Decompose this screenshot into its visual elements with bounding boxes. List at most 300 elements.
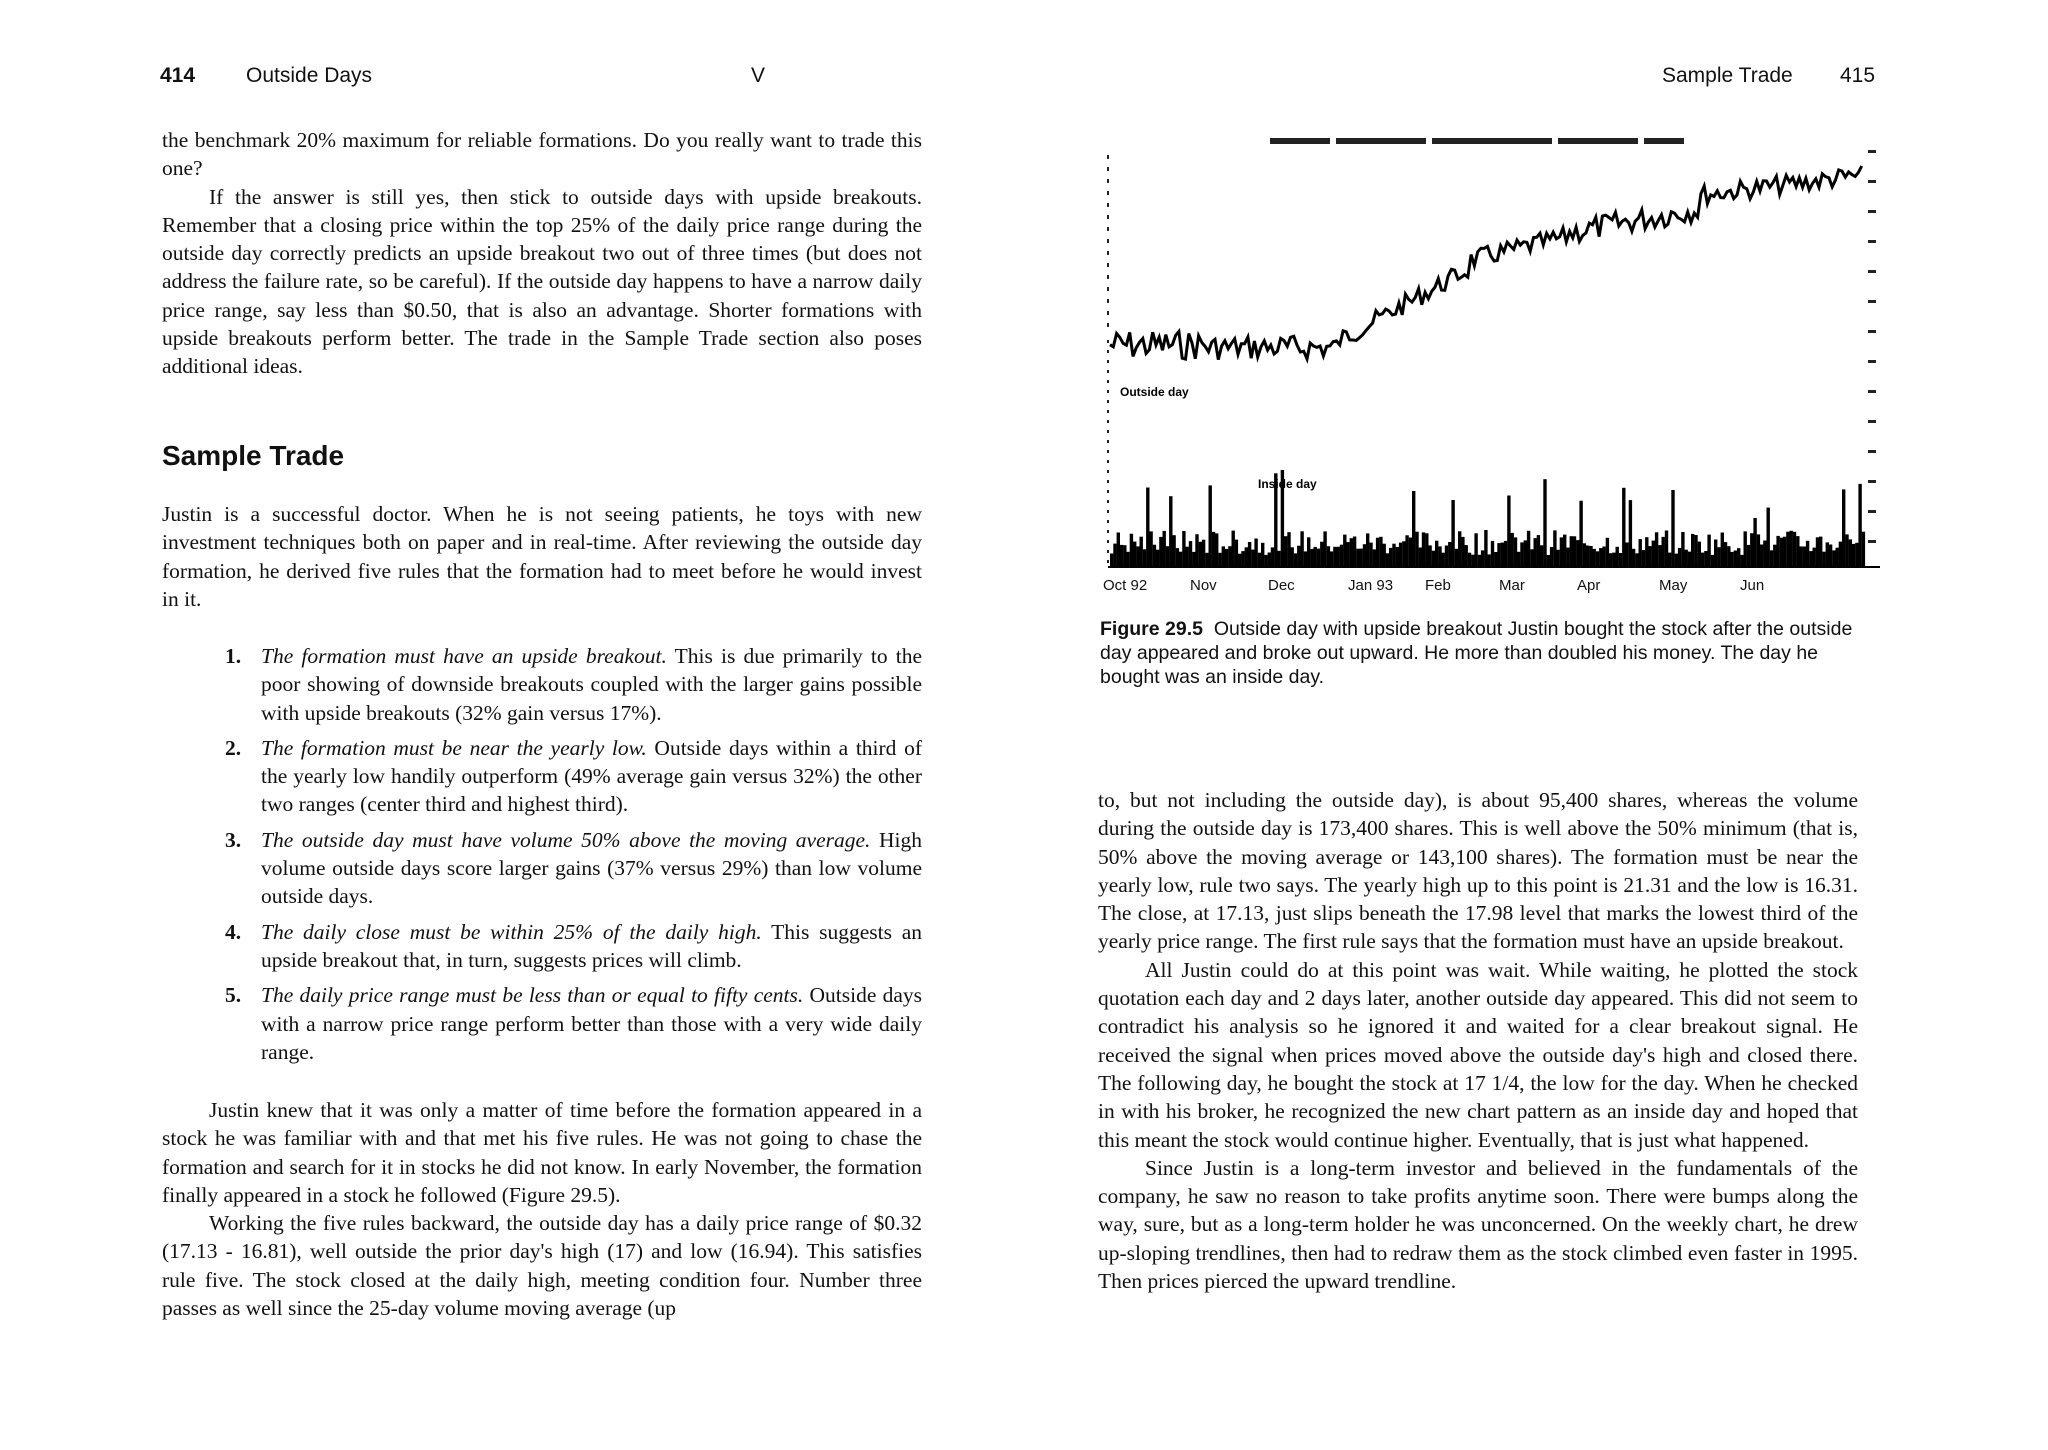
paragraph: Justin is a successful doctor. When he is not seeing patients, he toys with new investment techniques both on paper and in real-time. After reviewing the outside day formation, he derived five rules that the formation had to meet before he would invest in it. [162,502,922,611]
volume-bar [1212,532,1215,567]
right-axis-tick [1868,300,1876,303]
rule-text [261,981,922,1066]
volume-bar [1442,553,1445,567]
running-head-right: Sample Trade [1662,64,1793,87]
volume-bar [1396,547,1399,567]
figure-label: Figure 29.5 [1100,618,1203,640]
right-body [1098,786,1858,1295]
volume-bar [1540,545,1543,567]
right-axis-tick [1868,150,1876,153]
volume-bar [1412,491,1415,567]
volume-bar [1330,551,1333,567]
volume-bar [1790,531,1793,567]
running-head-left: Outside Days [246,64,373,87]
volume-bar [1852,544,1855,567]
volume-bar [1652,541,1655,567]
volume-bar [1862,532,1865,567]
volume-bar [1241,551,1244,567]
volume-bar [1254,539,1257,568]
list-item [225,918,922,975]
rule-text [261,642,922,727]
volume-bar [1826,542,1829,567]
rule-text [261,734,922,819]
price-series [1110,166,1862,360]
rule-body: Outside days with a narrow price range perform better than those with a very wide daily range. [261,983,922,1064]
volume-bar [1317,549,1320,567]
volume-bar [1123,545,1126,567]
volume-bar [1238,554,1241,567]
right-axis-tick [1868,270,1876,273]
volume-bar [1291,547,1294,567]
chart-title-bar [1270,138,1684,144]
volume-bar [1425,533,1428,567]
volume-bar [1195,534,1198,567]
volume-bar [1803,547,1806,568]
volume-bar [1734,551,1737,568]
volume-bar [1744,531,1747,567]
volume-bar [1497,543,1500,567]
volume-bar [1159,537,1162,567]
paragraph: the benchmark 20% maximum for reliable formations. Do you really want to trade this one? [162,128,922,181]
volume-bar [1399,543,1402,567]
volume-bar [1284,536,1287,567]
volume-bar [1855,543,1858,567]
volume-bar [1143,549,1146,567]
rule-body: Outside days within a third of the yearly low handily outperform (49% average gain versus 32%) the other two ranges (center third and highest third). [261,735,922,817]
volume-bar [1392,544,1395,567]
volume-bar [1501,543,1504,567]
right-axis-tick [1868,480,1876,483]
volume-bar [1356,549,1359,567]
volume-bar [1763,541,1766,568]
volume-bar [1504,541,1507,567]
volume-bar [1757,534,1760,567]
volume-bars [1110,470,1865,567]
volume-bar [1297,546,1300,567]
rule-number: 3. [225,827,242,852]
volume-bar [1819,537,1822,567]
volume-bar [1136,546,1139,567]
volume-bar [1445,546,1448,568]
volume-bar [1353,537,1356,568]
volume-bar [1481,550,1484,567]
volume-bar [1566,548,1569,567]
volume-bar [1639,539,1642,567]
volume-bar [1586,546,1589,568]
right-axis-tick [1868,330,1876,333]
paragraph: If the answer is still yes, then stick to outside days with upside breakouts. Remember that a closing price within the top 25% of the daily price range during the outside day correctly predicts an upside breakout two out of three times (but does not address the failure rate, so be careful). If the outside day happens to have a narrow daily price range, say less than $0.50, that is also an advantage. Shorter formations with upside breakouts perform better. The trade in the Sample Trade section also poses additional ideas. [162,184,922,379]
volume-bar [1369,543,1372,567]
rule-body: This is due primarily to the poor showing of downside breakouts coupled with the larger gains possible with upside breakouts (32% gain versus 17%). [261,644,922,725]
volume-bar [1573,536,1576,567]
volume-bar [1448,542,1451,567]
volume-bar [1553,530,1556,567]
volume-bar [1435,541,1438,567]
volume-bar [1488,554,1491,567]
volume-bar [1304,551,1307,567]
volume-bar [1694,535,1697,567]
x-tick-label: Jun [1740,577,1765,594]
volume-bar [1258,553,1261,567]
volume-bar [1773,545,1776,567]
volume-bar [1379,537,1382,567]
volume-bar [1816,537,1819,567]
volume-bar [1320,542,1323,567]
volume-bar [1389,548,1392,567]
rule-title: The daily close must be within 25% of the daily high. [261,919,762,944]
x-tick-label: Feb [1425,577,1451,594]
volume-bar [1570,536,1573,567]
volume-bar [1737,548,1740,567]
volume-bar [1235,540,1238,567]
page-number-right: 415 [1840,64,1876,87]
right-axis [1868,150,1876,543]
volume-bar [1209,485,1212,567]
volume-bar [1419,548,1422,568]
volume-bar [1271,547,1274,567]
figure-caption [1100,617,1856,689]
volume-bar [1350,538,1353,567]
volume-bar [1202,540,1205,567]
volume-bar [1484,530,1487,567]
figure-caption-text: Outside day with upside breakout Justin bought the stock after the outside day appeared and broke out upward. He more than doubled his money. The day he bought was an inside day. [1100,618,1853,688]
rule-text [261,918,922,975]
header-mark: V [751,64,766,87]
volume-bar [1468,553,1471,567]
volume-bar [1770,550,1773,567]
volume-bar [1228,546,1231,567]
volume-bar [1806,541,1809,567]
volume-bar [1714,540,1717,568]
volume-bar [1294,553,1297,567]
paragraph: to, but not including the outside day), is about 95,400 shares, whereas the volume during the outside day is 173,400 shares. This is well above the 50% minimum (that is, 50% above the moving average or 143,100 shares). The formation must be near the yearly low, rule two says. The yearly high up to this point is 21.31 and the low is 16.31. The close, at 17.13, just slips beneath the 17.98 level that marks the lowest third of the yearly price range. The first rule says that the formation must have an upside breakout. [1098,788,1858,954]
volume-bar [1415,532,1418,567]
volume-bar [1589,546,1592,567]
volume-bar [1698,542,1701,567]
right-axis-tick [1868,210,1876,213]
volume-bar [1685,550,1688,567]
volume-bar [1704,551,1707,567]
volume-bar [1327,546,1330,567]
volume-bar [1616,547,1619,567]
volume-bar [1409,538,1412,568]
volume-bar [1465,545,1468,567]
volume-bar [1527,531,1530,567]
volume-bar [1287,532,1290,567]
volume-bar [1307,537,1310,567]
volume-bar [1511,533,1514,567]
volume-bar [1376,538,1379,567]
volume-bar [1113,544,1116,567]
volume-bar [1796,536,1799,567]
volume-bar [1261,543,1264,567]
rule-number: 2. [225,735,242,760]
volume-bar [1264,555,1267,567]
volume-bar [1543,479,1546,567]
volume-bar [1711,555,1714,567]
volume-bar [1688,552,1691,567]
volume-bar [1507,496,1510,568]
rule-title: The formation must be near the yearly low. [261,735,647,760]
volume-bar [1310,549,1313,567]
volume-bar [1829,545,1832,568]
volume-bar [1383,544,1386,567]
outside-day-label: Outside day [1120,385,1189,399]
volume-bar [1343,535,1346,567]
inside-day-label: Inside day [1258,477,1317,491]
volume-bar [1822,552,1825,567]
volume-bar [1176,548,1179,567]
volume-bar [1149,531,1152,567]
volume-bar [1232,531,1235,567]
volume-bar [1721,533,1724,568]
volume-bar [1727,546,1730,567]
volume-bar [1681,532,1684,567]
left-body-top [162,126,922,381]
volume-bar [1432,551,1435,567]
volume-bar [1153,545,1156,567]
volume-bar [1691,534,1694,567]
volume-bar [1478,555,1481,567]
volume-bar [1169,496,1172,567]
volume-bar [1655,532,1658,567]
volume-bar [1786,532,1789,567]
right-axis-tick [1868,450,1876,453]
volume-bar [1576,540,1579,567]
section-heading: Sample Trade [162,440,345,471]
rule-text [261,826,922,911]
volume-bar [1793,532,1796,567]
volume-bar [1842,489,1845,567]
volume-bar [1189,541,1192,567]
rule-number: 4. [225,919,242,944]
volume-bar [1550,547,1553,567]
volume-bar [1179,552,1182,567]
volume-bar [1300,531,1303,567]
volume-bar [1836,548,1839,567]
volume-bar [1140,537,1143,567]
rules-list [225,642,922,1073]
volume-bar [1668,553,1671,567]
volume-bar [1599,548,1602,567]
volume-bar [1346,542,1349,567]
volume-bar [1110,554,1113,568]
volume-bar [1405,535,1408,567]
volume-bar [1120,545,1123,567]
x-tick-label: May [1659,577,1688,594]
volume-bar [1849,539,1852,567]
volume-bar [1520,542,1523,567]
volume-bar [1747,545,1750,567]
volume-bar [1534,538,1537,567]
volume-bar [1606,538,1609,567]
volume-bar [1750,533,1753,567]
volume-bar [1251,550,1254,567]
volume-bar [1458,531,1461,567]
volume-bar [1130,534,1133,567]
volume-bar [1740,555,1743,567]
volume-bar [1222,546,1225,567]
volume-bar [1707,535,1710,567]
x-tick-label: Jan 93 [1348,577,1394,594]
volume-bar [1530,549,1533,567]
volume-bar [1671,490,1674,567]
volume-bar [1609,553,1612,567]
volume-bar [1524,540,1527,567]
volume-bar [1537,535,1540,567]
volume-bar [1760,545,1763,568]
volume-bar [1277,551,1280,567]
volume-bar [1612,553,1615,567]
volume-bar [1645,537,1648,567]
volume-bar [1799,546,1802,567]
volume-bar [1451,500,1454,567]
volume-bar [1156,550,1159,567]
volume-bar [1625,543,1628,568]
x-tick-label: Oct 92 [1103,577,1148,594]
volume-bar [1491,541,1494,567]
x-tick-label: Nov [1190,577,1217,594]
volume-bar [1360,549,1363,567]
volume-bar [1172,535,1175,567]
volume-bar [1845,534,1848,567]
volume-bar [1428,545,1431,567]
rule-title: The outside day must have volume 50% above the moving average. [261,827,871,852]
volume-bar [1192,552,1195,567]
volume-bar [1422,532,1425,567]
list-item [225,826,922,911]
volume-bar [1268,553,1271,568]
volume-bar [1438,546,1441,567]
volume-bar [1117,533,1120,568]
paragraph: Since Justin is a long-term investor and believed in the fundamentals of the company, he saw no reason to take profits anytime soon. There were bumps along the way, sure, but as a long-term holder he was unconcerned. On the weekly chart, he drew up-sloping trendlines, then had to redraw them as the stock climbed even faster in 1995. Then prices pierced the upward trendline. [1098,1155,1858,1294]
volume-bar [1780,538,1783,567]
volume-bar [1471,555,1474,567]
volume-bar [1363,544,1366,567]
volume-bar [1323,531,1326,567]
volume-bar [1146,488,1149,568]
volume-bar [1166,546,1169,567]
volume-bar [1783,537,1786,567]
volume-bar [1517,552,1520,567]
right-axis-tick [1868,510,1876,513]
volume-bar [1199,542,1202,567]
section-heading-wrap [162,440,344,472]
volume-bar [1675,554,1678,567]
volume-bar [1373,549,1376,567]
volume-bar [1602,547,1605,568]
right-axis-tick [1868,240,1876,243]
volume-bar [1218,553,1221,567]
volume-bar [1337,547,1340,567]
volume-bar [1832,550,1835,567]
x-tick-label: Mar [1499,577,1525,594]
rule-number: 5. [225,983,242,1008]
volume-bar [1494,552,1497,567]
stock-chart-figure [1100,130,1880,590]
rule-number: 1. [225,644,242,668]
volume-bar [1776,536,1779,567]
volume-bar [1225,549,1228,567]
volume-bar [1662,537,1665,567]
volume-bar [1635,553,1638,567]
volume-bar [1182,531,1185,567]
volume-bar [1333,547,1336,567]
paragraph: All Justin could do at this point was wait. While waiting, he plotted the stock quotation each day and 2 days later, another outside day appeared. This did not seem to contradict his analysis so he ignored it and waited for a clear breakout signal. He received the signal when prices moved above the outside day's high and closed there. The following day, he bought the stock at 17 1/4, the low for the day. When he checked in with his broker, he recognized the new chart pattern as an inside day and hoped that this meant the stock would continue higher. Eventually, that is just what happened. [1098,957,1858,1152]
volume-bar [1556,550,1559,567]
volume-bar [1622,488,1625,567]
rule-title: The daily price range must be less than or equal to fifty cents. [261,983,804,1008]
volume-bar [1753,518,1756,567]
paragraph: Justin knew that it was only a matter of time before the formation appeared in a stock he was familiar with and that met his five rules. He was not going to chase the formation and search for it in stocks he did not know. In early November, the formation finally appeared in a stock he followed (Figure 29.5). [162,1098,922,1207]
volume-bar [1514,537,1517,567]
left-body-bottom [162,1096,922,1322]
volume-bar [1205,553,1208,567]
volume-bar [1619,553,1622,567]
volume-bar [1126,552,1129,567]
volume-bar [1648,546,1651,567]
volume-bar [1717,547,1720,567]
right-axis-tick [1868,180,1876,183]
volume-bar [1642,550,1645,567]
list-item [225,734,922,819]
volume-bar [1215,533,1218,567]
right-axis-tick [1868,360,1876,363]
volume-bar [1560,537,1563,567]
volume-bar [1133,542,1136,567]
volume-bar [1724,542,1727,567]
volume-bar [1245,547,1248,567]
volume-bar [1632,549,1635,567]
volume-bar [1658,545,1661,567]
rule-body: High volume outside days score larger gains (37% versus 29%) than low volume outside days. [261,827,923,909]
rule-title: The formation must have an upside breakout. [261,644,667,668]
volume-bar [1474,533,1477,567]
volume-bar [1596,551,1599,567]
volume-bar [1186,547,1189,567]
right-axis-tick [1868,540,1876,543]
volume-bar [1583,543,1586,567]
right-axis-tick [1868,420,1876,423]
volume-bar [1563,535,1566,567]
volume-bar [1767,508,1770,567]
list-item [225,642,922,727]
volume-bar [1730,552,1733,567]
volume-bar [1340,545,1343,567]
volume-bar [1809,551,1812,567]
volume-bar [1163,531,1166,567]
volume-bar [1386,553,1389,567]
volume-bar [1678,548,1681,567]
rule-body: This suggests an upside breakout that, in turn, suggests prices will climb. [261,919,923,972]
volume-bar [1701,553,1704,567]
page-number-left: 414 [160,64,196,87]
volume-bar [1455,549,1458,567]
volume-bar [1366,533,1369,567]
volume-bar [1839,542,1842,567]
right-axis-tick [1868,390,1876,393]
volume-bar [1629,500,1632,567]
volume-bar [1547,555,1550,567]
volume-bar [1593,549,1596,567]
volume-bar [1665,531,1668,568]
volume-bar [1314,547,1317,567]
x-tick-label: Apr [1577,577,1601,594]
volume-bar [1461,537,1464,567]
paragraph: Working the five rules backward, the outside day has a daily price range of $0.32 (17.13 - 16.81), well outside the prior day's high (17) and low (16.94). This satisfies rule five. The stock closed at the daily high, meeting condition four. Number three passes as well since the 25-day volume moving average (up [162,1211,922,1321]
volume-bar [1858,484,1861,567]
intro-paragraph [162,500,922,613]
